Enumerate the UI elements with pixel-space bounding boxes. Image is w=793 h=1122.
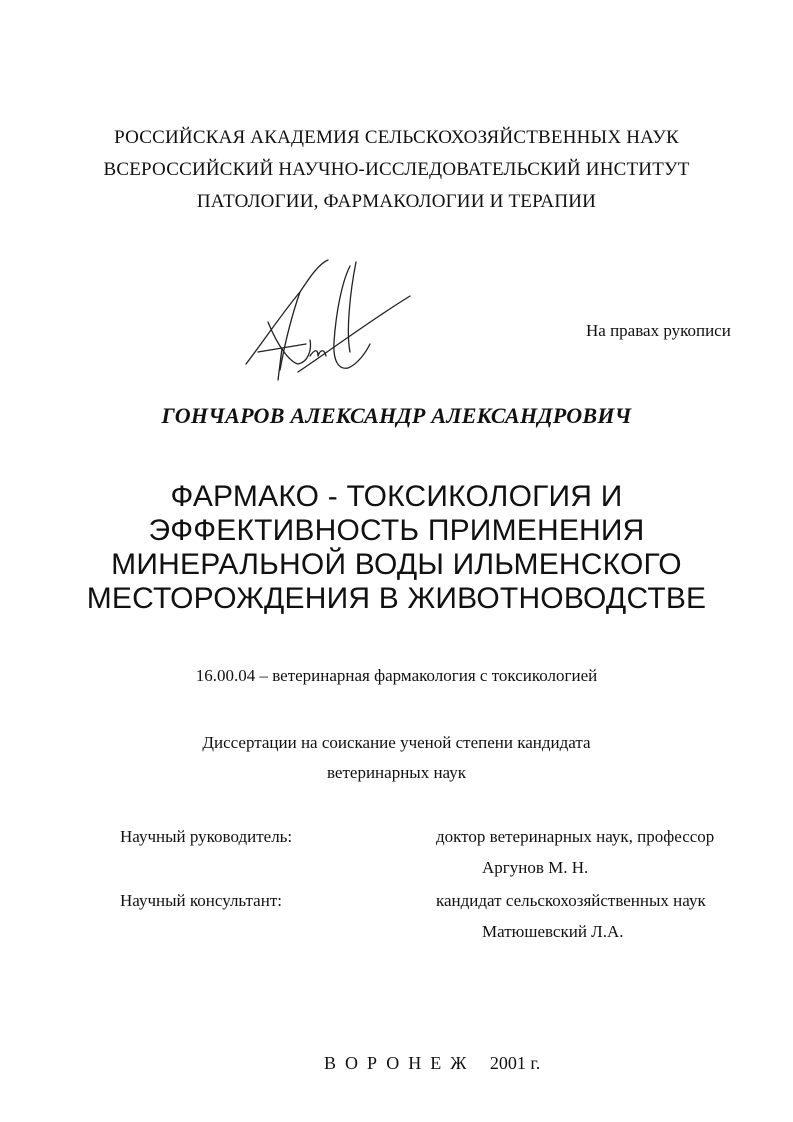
signature-icon	[238, 252, 418, 392]
dissertation-line-2: ветеринарных наук	[327, 763, 466, 782]
city-name: ВОРОНЕЖ	[324, 1053, 476, 1073]
supervisor-label: Научный руководитель:	[120, 827, 293, 846]
supervisor-degree: доктор ветеринарных наук, профессор	[436, 827, 715, 846]
institution-line-1: РОССИЙСКАЯ АКАДЕМИЯ СЕЛЬСКОХОЗЯЙСТВЕННЫХ НАУК	[114, 127, 679, 148]
specialty-code: 16.00.04 – ветеринарная фармакология с токсикологией	[195, 666, 598, 685]
title-line-4: МЕСТОРОЖДЕНИЯ В ЖИВОТНОВОДСТВЕ	[86, 582, 707, 615]
supervisor-name: Аргунов М. Н.	[482, 858, 589, 877]
consultant-label: Научный консультант:	[120, 891, 282, 910]
institution-line-2: ВСЕРОССИЙСКИЙ НАУЧНО-ИССЛЕДОВАТЕЛЬСКИЙ ИНСТИТУТ	[103, 159, 690, 180]
title-line-1: ФАРМАКО - ТОКСИКОЛОГИЯ И	[170, 480, 623, 513]
dissertation-line-1: Диссертации на соискание ученой степени кандидата	[202, 733, 591, 752]
consultant-name: Матюшевский Л.А.	[482, 922, 624, 941]
consultant-degree: кандидат сельскохозяйственных наук	[436, 891, 706, 910]
title-line-2: ЭФФЕКТИВНОСТЬ ПРИМЕНЕНИЯ	[148, 514, 645, 547]
institution-line-3: ПАТОЛОГИИ, ФАРМАКОЛОГИИ И ТЕРАПИИ	[196, 191, 597, 212]
author-name: ГОНЧАРОВ АЛЕКСАНДР АЛЕКСАНДРОВИЧ	[161, 403, 632, 428]
year: 2001 г.	[489, 1053, 541, 1073]
title-line-3: МИНЕРАЛЬНОЙ ВОДЫ ИЛЬМЕНСКОГО	[111, 548, 682, 581]
manuscript-rights-note: На правах рукописи	[586, 321, 731, 340]
footer-place-date	[324, 1053, 540, 1074]
